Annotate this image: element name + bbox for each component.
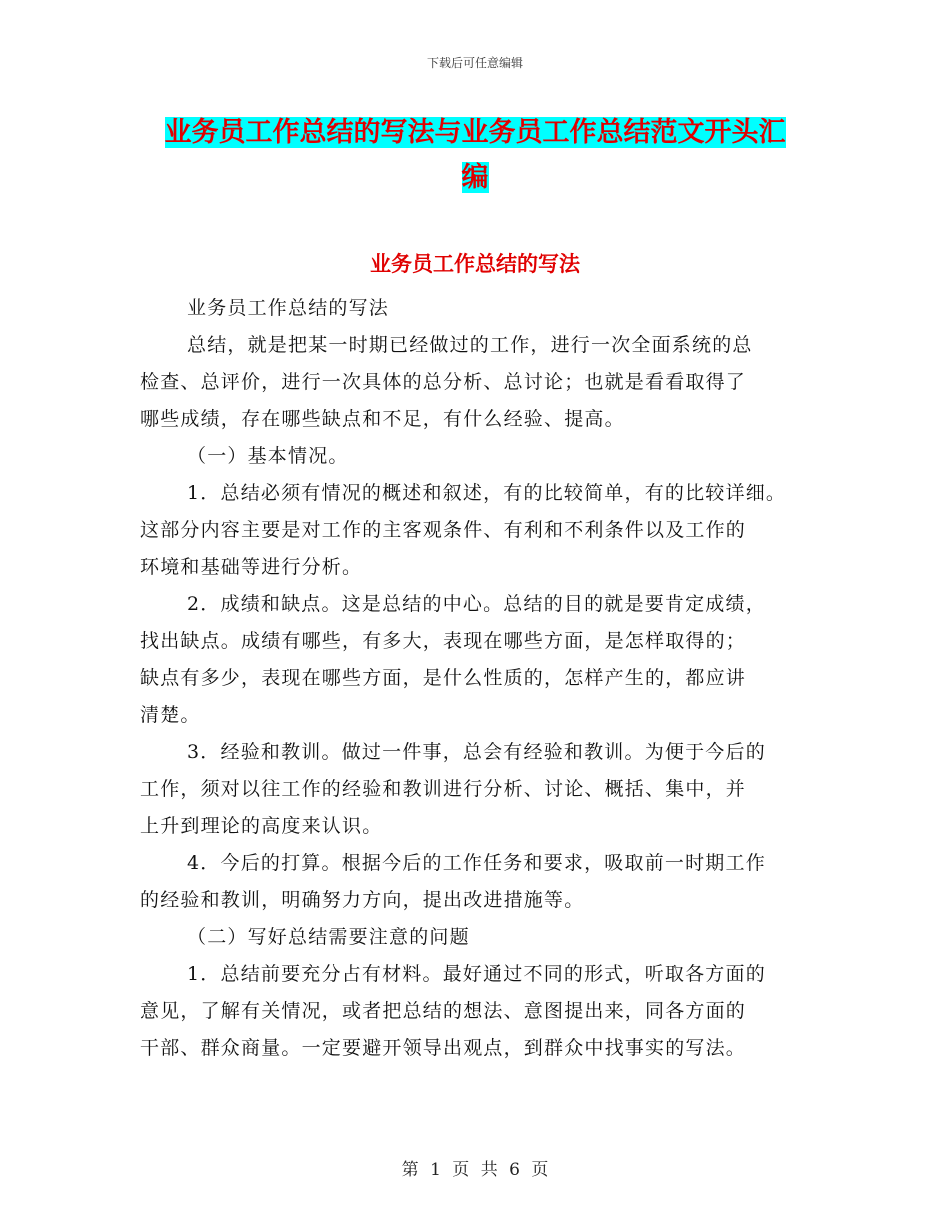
body-line: （一）基本情况。 bbox=[187, 445, 349, 467]
document-title-line-1: 业务员工作总结的写法与业务员工作总结范文开头汇 bbox=[164, 117, 786, 148]
body-line: 这部分内容主要是对工作的主客观条件、有利和不利条件以及工作的 bbox=[140, 519, 747, 541]
body-line: 检查、总评价，进行一次具体的总分析、总讨论；也就是看看取得了 bbox=[140, 371, 747, 393]
body-line: 业务员工作总结的写法 bbox=[187, 297, 390, 319]
document-title-line-2: 编 bbox=[461, 162, 489, 193]
section-title: 业务员工作总结的写法 bbox=[370, 252, 580, 276]
body-line: 1．总结前要充分占有材料。最好通过不同的形式，听取各方面的 bbox=[187, 963, 766, 985]
body-line: 清楚。 bbox=[140, 704, 201, 726]
body-line: 环境和基础等进行分析。 bbox=[140, 556, 363, 578]
body-line: 上升到理论的高度来认识。 bbox=[140, 815, 383, 837]
header-note: 下载后可任意编辑 bbox=[426, 56, 523, 70]
body-line: 哪些成绩，存在哪些缺点和不足，有什么经验、提高。 bbox=[140, 408, 625, 430]
body-line: 干部、群众商量。一定要避开领导出观点，到群众中找事实的写法。 bbox=[140, 1037, 747, 1059]
body-line: （二）写好总结需要注意的问题 bbox=[187, 926, 470, 948]
page-footer: 第 1 页 共 6 页 bbox=[401, 1160, 549, 1180]
body-line: 工作，须对以往工作的经验和教训进行分析、讨论、概括、集中，并 bbox=[140, 778, 747, 800]
body-line: 4．今后的打算。根据今后的工作任务和要求，吸取前一时期工作 bbox=[187, 852, 766, 874]
body-line: 1．总结必须有情况的概述和叙述，有的比较简单，有的比较详细。 bbox=[187, 482, 787, 504]
document-body bbox=[140, 290, 840, 1067]
body-line: 找出缺点。成绩有哪些，有多大，表现在哪些方面，是怎样取得的； bbox=[140, 630, 747, 652]
body-line: 总结，就是把某一时期已经做过的工作，进行一次全面系统的总 bbox=[187, 334, 753, 356]
body-line: 2．成绩和缺点。这是总结的中心。总结的目的就是要肯定成绩， bbox=[187, 593, 766, 615]
document-title bbox=[0, 110, 950, 200]
body-line: 3．经验和教训。做过一件事，总会有经验和教训。为便于今后的 bbox=[187, 741, 766, 763]
body-line: 意见，了解有关情况，或者把总结的想法、意图提出来，同各方面的 bbox=[140, 1000, 747, 1022]
body-line: 的经验和教训，明确努力方向，提出改进措施等。 bbox=[140, 889, 585, 911]
body-line: 缺点有多少，表现在哪些方面，是什么性质的，怎样产生的，都应讲 bbox=[140, 667, 747, 689]
